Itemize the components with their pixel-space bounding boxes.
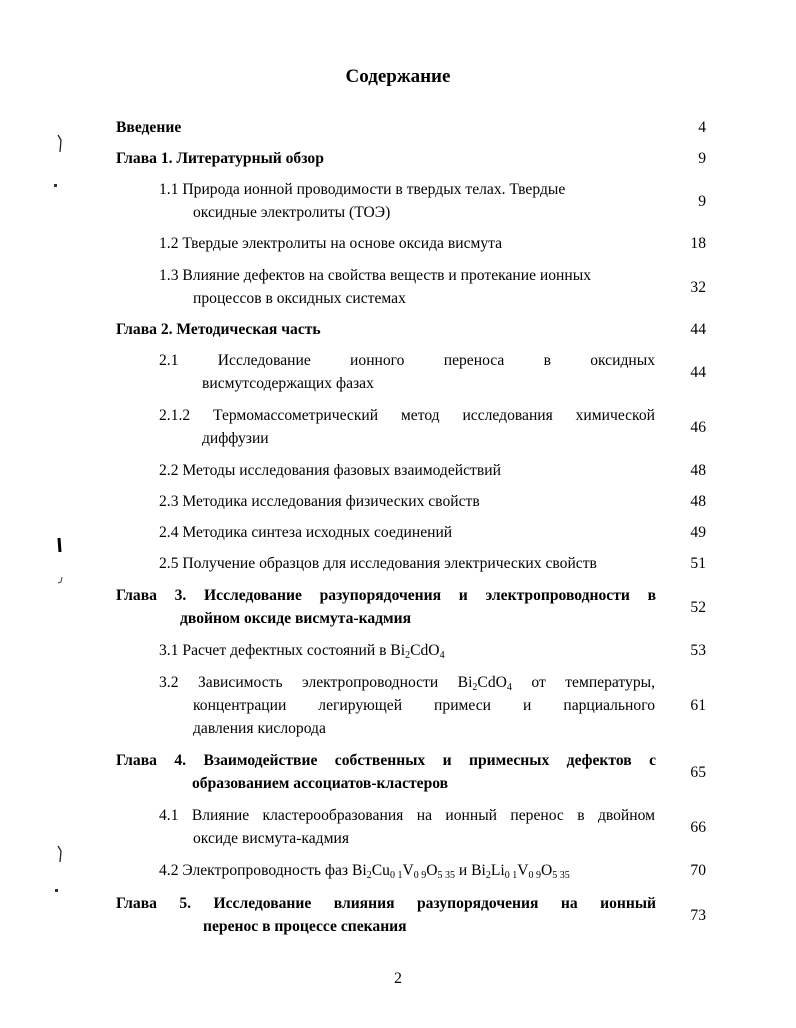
toc-entry-title: 2.5 Получение образцов для исследования электрических свойств (159, 555, 597, 572)
toc-entry-line: 2.1 Исследование ионного переноса в оксидных (159, 352, 655, 369)
toc-entry-text: O (426, 862, 438, 879)
toc-page-number: 66 (690, 819, 706, 836)
toc-page-number: 9 (698, 150, 706, 167)
toc-entry-section-2-4[interactable] (159, 521, 655, 544)
toc-entry-text: 3.2 Зависимость электропроводности Bi (159, 674, 473, 691)
toc-page-number: 44 (690, 364, 706, 381)
toc-entry-chapter-2[interactable] (116, 318, 656, 341)
toc-entry-title (159, 178, 655, 224)
toc-entry-line: образованием ассоциатов-кластеров (192, 775, 449, 792)
toc-entry-title (116, 749, 656, 795)
toc-entry-section-4-1[interactable] (159, 804, 655, 850)
toc-page-number: 9 (698, 193, 706, 210)
toc-page-number: 4 (698, 119, 706, 136)
toc-entry-title: Введение (116, 119, 182, 136)
toc-entry-title (159, 639, 655, 662)
formula-subscript: 5 35 (437, 870, 455, 881)
toc-entry-section-4-2[interactable] (159, 859, 655, 882)
toc-entry-section-1-2[interactable] (159, 232, 655, 255)
toc-page-number: 65 (690, 764, 706, 781)
formula-subscript: 4 (439, 650, 445, 661)
toc-entry-title (116, 892, 656, 938)
toc-page-number: 51 (690, 555, 706, 572)
toc-entry-chapter-3[interactable] (116, 584, 656, 630)
toc-entry-chapter-1[interactable] (116, 147, 656, 170)
toc-page-number: 44 (690, 321, 706, 338)
toc-entry-title: 2.3 Методика исследования физических свойств (159, 493, 480, 510)
toc-page-number: 52 (690, 599, 706, 616)
toc-entry-line: 4.1 Влияние кластерообразования на ионный перенос в двойном (159, 807, 655, 824)
toc-entry-title (116, 584, 656, 630)
toc-entry-line: Глава 3. Исследование разупорядочения и электропроводности в (116, 587, 656, 604)
toc-entry-text: от температуры, (511, 674, 655, 691)
toc-entry-text: 3.1 Расчет дефектных состояний в Bi (159, 642, 406, 659)
toc-entry-line: 2.1.2 Термомассометрический метод исследования химической (159, 407, 655, 424)
toc-page-number: 49 (690, 524, 706, 541)
toc-entry-chapter-5[interactable] (116, 892, 656, 938)
toc-entry-line: Глава 5. Исследование влияния разупорядочения на ионный (116, 895, 656, 912)
toc-page-number: 61 (690, 697, 706, 714)
toc-entry-section-2-2[interactable] (159, 459, 655, 482)
toc-entry-line: 1.3 Влияние дефектов на свойства веществ и протекание ионных (159, 267, 592, 284)
toc-entry-title (159, 264, 655, 310)
formula-subscript: 0 9 (528, 870, 541, 881)
toc-page-number: 70 (690, 862, 706, 879)
toc-entry-text: 4.2 Электропроводность фаз Bi (159, 862, 367, 879)
toc-entry-line (159, 671, 655, 694)
toc-entry-text: V (402, 862, 414, 879)
toc-entry-text: CdO (410, 642, 440, 659)
toc-entry-title (159, 404, 655, 450)
toc-entry-text: Li (490, 862, 505, 879)
toc-entry-section-2-5[interactable] (159, 552, 655, 575)
formula-subscript: 0 1 (504, 870, 518, 881)
toc-entry-title: 2.4 Методика синтеза исходных соединений (159, 524, 453, 541)
toc-page-number: 46 (690, 419, 706, 436)
toc-entry-title: Глава 1. Литературный обзор (116, 150, 324, 167)
toc-entry-line: концентрации легирующей примеси и парциального (193, 697, 655, 714)
toc-entry-title (159, 804, 655, 850)
formula-subscript: 4 (506, 682, 512, 693)
page-number: 2 (394, 970, 402, 987)
toc-entry-line: процессов в оксидных системах (193, 290, 406, 307)
toc-entry-text: V (517, 862, 529, 879)
formula-subscript: 0 9 (413, 870, 427, 881)
formula-subscript: 2 (485, 870, 491, 881)
toc-page-number: 53 (690, 642, 706, 659)
toc-page-number: 32 (690, 279, 706, 296)
toc-entry-title: Глава 2. Методическая часть (116, 321, 321, 338)
toc-entry-title (159, 349, 655, 395)
toc-entry-section-3-1[interactable] (159, 639, 655, 662)
toc-entry-title (159, 671, 655, 740)
toc-entry-line: 1.1 Природа ионной проводимости в твердых телах. Твердые (159, 181, 566, 198)
formula-subscript: 0 1 (389, 870, 403, 881)
toc-entry-line: оксиде висмута-кадмия (193, 830, 349, 847)
toc-entry-line: давления кислорода (193, 720, 326, 737)
toc-page-number: 48 (690, 493, 706, 510)
toc-entry-section-2-1-2[interactable] (159, 404, 655, 450)
toc-entry-section-1-1[interactable] (159, 178, 655, 224)
toc-entry-title: 2.2 Методы исследования фазовых взаимодействий (159, 462, 501, 479)
toc-entry-title: 1.2 Твердые электролиты на основе оксида висмута (159, 235, 503, 252)
toc-page-number: 48 (690, 462, 706, 479)
toc-page-number: 73 (690, 907, 706, 924)
toc-entry-section-2-1[interactable] (159, 349, 655, 395)
toc-entry-line: Глава 4. Взаимодействие собственных и примесных дефектов с (116, 752, 656, 769)
toc-entry-line: двойном оксиде висмута-кадмия (180, 610, 412, 627)
formula-subscript: 5 35 (552, 870, 570, 881)
toc-entry-text: Cu (371, 862, 390, 879)
page-title: Содержание (345, 66, 451, 87)
toc-entry-title (159, 859, 655, 882)
toc-entry-section-2-3[interactable] (159, 490, 655, 513)
toc-entry-text: O (540, 862, 553, 879)
toc-entry-line: диффузии (202, 430, 269, 447)
toc-entry-line: оксидные электролиты (ТОЭ) (193, 204, 391, 221)
toc-entry-text: CdO (477, 674, 507, 691)
toc-entry-introduction[interactable] (116, 116, 656, 139)
toc-entry-text: и Bi (454, 862, 486, 879)
toc-entry-line: перенос в процессе спекания (203, 918, 407, 935)
formula-subscript: 2 (472, 682, 478, 693)
toc-entry-section-1-3[interactable] (159, 264, 655, 310)
formula-subscript: 2 (405, 650, 411, 661)
toc-entry-chapter-4[interactable] (116, 749, 656, 795)
toc-entry-section-3-2[interactable] (159, 671, 655, 740)
toc-entry-line: висмутсодержащих фазах (202, 375, 374, 392)
formula-subscript: 2 (366, 870, 372, 881)
toc-page-number: 18 (690, 235, 706, 252)
